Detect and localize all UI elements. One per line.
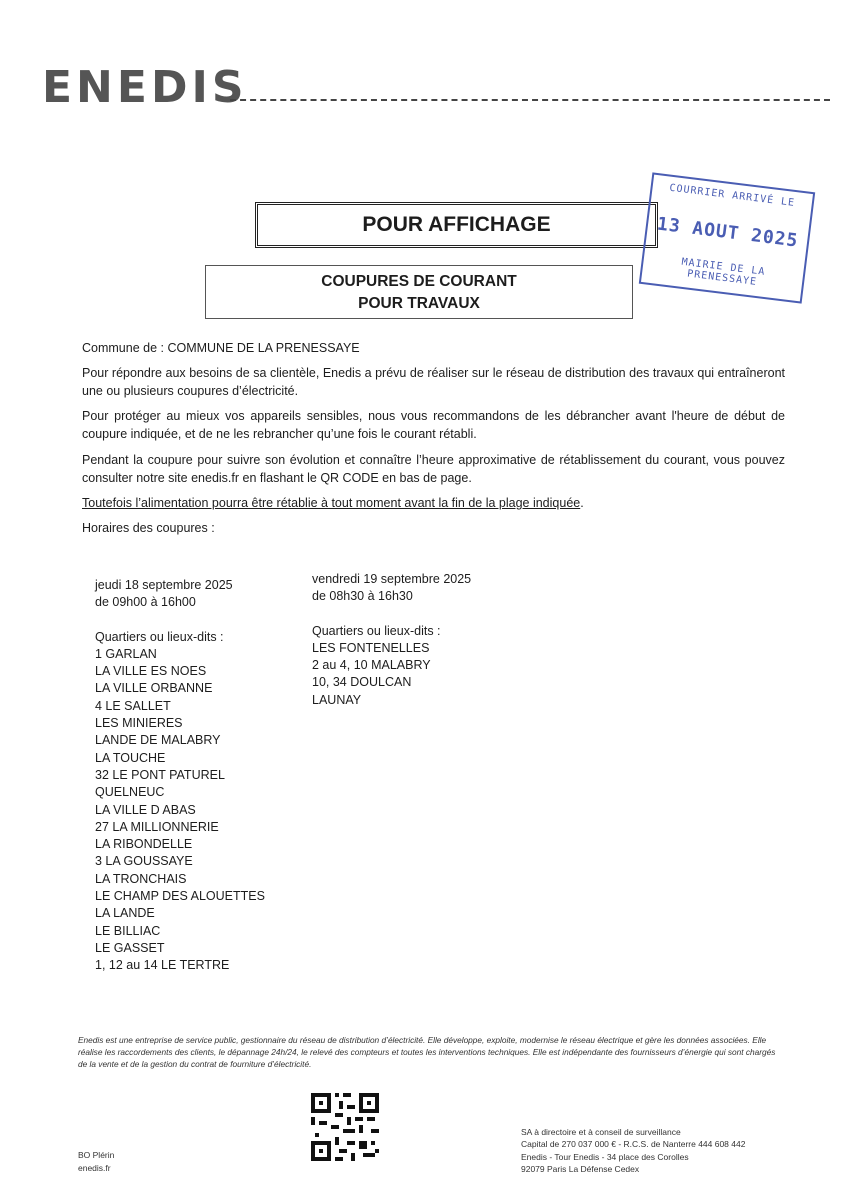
- stamp-bottom-text: MAIRIE DE LA PRENESSAYE: [680, 256, 766, 288]
- stamp-date: 13 AOUT 2025: [655, 213, 800, 252]
- footer-office: BO Plérin: [78, 1150, 115, 1160]
- outage-time: de 09h00 à 16h00: [95, 595, 196, 610]
- list-item: 4 LE SALLET: [95, 698, 171, 713]
- list-item: LA TOUCHE: [95, 750, 166, 765]
- paragraph-4-end: .: [580, 496, 584, 510]
- subtitle-box: [205, 265, 633, 319]
- list-item: 1, 12 au 14 LE TERTRE: [95, 958, 230, 973]
- outage-time: de 08h30 à 16h30: [312, 589, 413, 604]
- list-item: 27 LA MILLIONNERIE: [95, 819, 219, 834]
- paragraph-1: Pour répondre aux besoins de sa clientèle, Enedis a prévu de réaliser sur le réseau de distribution des travaux qui entraîneront une ou plusieurs coupures d’électricité.: [82, 366, 785, 398]
- footer-address-left: [78, 1149, 114, 1174]
- horaires-label: Horaires des coupures :: [82, 521, 215, 535]
- place-list: [312, 640, 471, 709]
- footer-line: SA à directoire et à conseil de surveillance: [521, 1127, 681, 1137]
- list-item: 1 GARLAN: [95, 646, 157, 661]
- paragraph-4-underlined: Toutefois l’alimentation pourra être rétablie à tout moment avant la fin de la plage indiquée: [82, 496, 581, 510]
- footer-line: 92079 Paris La Défense Cedex: [521, 1163, 640, 1174]
- outage-column-2: [312, 571, 471, 709]
- paragraph-2: Pour protéger au mieux vos appareils sensibles, nous vous recommandons de les débrancher avant l'heure de début de coupure indiquée, et de ne les rebrancher qu’une fois le courant rétabli.: [82, 409, 785, 441]
- footer-address-right: [521, 1126, 745, 1175]
- list-item: LES MINIERES: [95, 716, 183, 731]
- subtitle-line-2: POUR TRAVAUX: [358, 295, 480, 312]
- list-item: LES FONTENELLES: [312, 640, 430, 655]
- places-label: Quartiers ou lieux-dits :: [95, 629, 224, 644]
- stamp-top-text: COURRIER ARRIVÉ LE: [668, 182, 796, 209]
- footer-line: Enedis - Tour Enedis - 34 place des Corolles: [521, 1151, 689, 1162]
- paragraph-3: Pendant la coupure pour suivre son évolution et connaître l’heure approximative de rétablissement du courant, vous pouvez consulter notre site enedis.fr en flashant le QR CODE en bas de page.: [82, 453, 785, 485]
- list-item: LE BILLIAC: [95, 923, 161, 938]
- received-stamp: [639, 172, 815, 303]
- place-list: [95, 646, 265, 975]
- list-item: LANDE DE MALABRY: [95, 733, 221, 748]
- list-item: LA TRONCHAIS: [95, 871, 187, 886]
- list-item: LA LANDE: [95, 906, 155, 921]
- commune-line: Commune de : COMMUNE DE LA PRENESSAYE: [82, 341, 360, 355]
- footer-line: Capital de 270 037 000 € - R.C.S. de Nanterre 444 608 442: [521, 1139, 746, 1150]
- list-item: LA VILLE ES NOES: [95, 664, 207, 679]
- list-item: 10, 34 DOULCAN: [312, 675, 412, 690]
- list-item: LE GASSET: [95, 940, 165, 955]
- outage-date: jeudi 18 septembre 2025: [95, 578, 233, 592]
- list-item: LA VILLE ORBANNE: [95, 681, 213, 696]
- paragraph-4: [82, 494, 785, 512]
- legal-notice: Enedis est une entreprise de service public, gestionnaire du réseau de distribution d’électricité. Elle développe, exploite, modernise le réseau électrique et gère les données associées. Elle réalise les raccordements des clients, le dépannage 24h/24, le relevé des compteurs et toutes les interventions techniques. Elle est indépendante des fournisseurs d’énergie qui sont chargés de la vente et de la gestion du contrat de fourniture d’électricité.: [78, 1035, 776, 1069]
- enedis-logo: ENEDIS: [42, 62, 248, 113]
- list-item: LAUNAY: [312, 692, 362, 707]
- qr-code-icon[interactable]: [311, 1093, 379, 1161]
- places-label: Quartiers ou lieux-dits :: [312, 623, 441, 638]
- list-item: LA RIBONDELLE: [95, 837, 193, 852]
- list-item: QUELNEUC: [95, 785, 165, 800]
- page-title: POUR AFFICHAGE: [255, 202, 658, 248]
- list-item: 2 au 4, 10 MALABRY: [312, 658, 431, 673]
- list-item: LA VILLE D ABAS: [95, 802, 196, 817]
- list-item: 32 LE PONT PATUREL: [95, 767, 225, 782]
- header-rule: [230, 99, 830, 101]
- footer-website[interactable]: enedis.fr: [78, 1162, 111, 1173]
- list-item: LE CHAMP DES ALOUETTES: [95, 889, 265, 904]
- list-item: 3 LA GOUSSAYE: [95, 854, 193, 869]
- outage-date: vendredi 19 septembre 2025: [312, 572, 472, 586]
- subtitle-line-1: COUPURES DE COURANT: [321, 273, 517, 290]
- outage-column-1: [95, 577, 265, 975]
